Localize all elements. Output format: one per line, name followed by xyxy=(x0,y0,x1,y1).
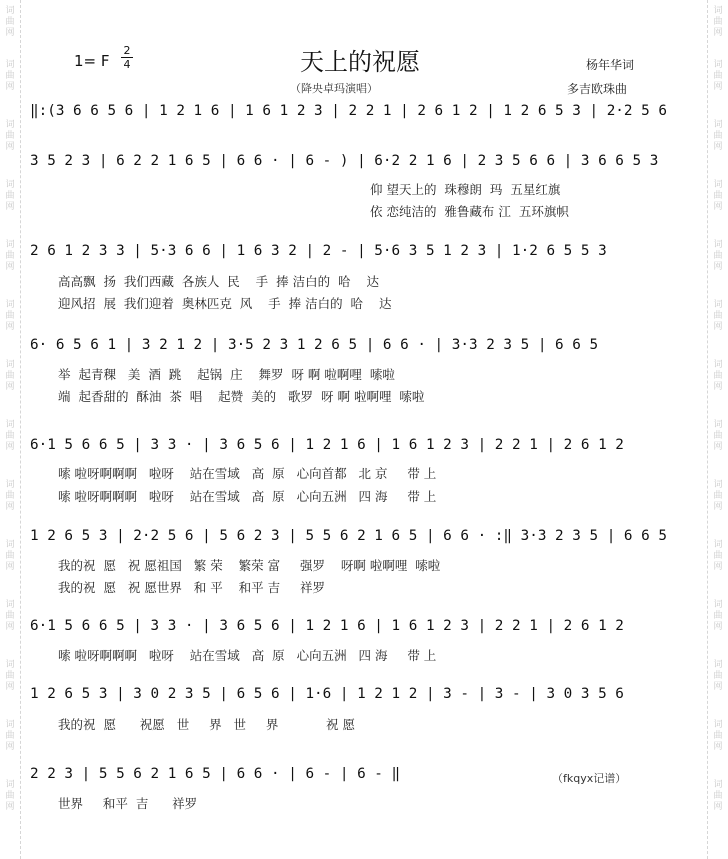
lyric-line: 我的祝 愿 祝愿 世 界 世 界 祝 愿 xyxy=(58,717,356,732)
watermark: 词 曲 网 xyxy=(5,540,15,572)
watermark: 词 曲 网 xyxy=(5,360,15,392)
watermark: 词 曲 网 xyxy=(5,600,15,632)
lyric-line: 端 起香甜的 酥油 茶 唱 起赞 美的 歌罗 呀 啊 啦啊哩 嗦啦 xyxy=(58,389,425,404)
watermark: 词 曲 网 xyxy=(5,240,15,272)
watermark: 词 曲 网 xyxy=(5,480,15,512)
time-signature xyxy=(121,45,133,70)
watermark: 词 曲 网 xyxy=(5,300,15,332)
lyric-line: 世界 和平 吉 祥罗 xyxy=(58,796,198,811)
meter-bottom: 4 xyxy=(123,58,131,71)
notation-system-4: 6· 6 5 6 1 | 3 2 1 2 | 3·5 2 3 1 2 6 5 | 6 6 · | 3·3 2 3 5 | 6 6 5 xyxy=(30,337,599,353)
watermark: 词 曲 网 xyxy=(5,6,15,38)
lyric-line: 嗦 啦呀啊啊啊 啦呀 站在雪域 高 原 心向五洲 四 海 带 上 xyxy=(58,648,437,663)
notation-system-8: 1 2 6 5 3 | 3 0 2 3 5 | 6 5 6 | 1·6 | 1 2 1 2 | 3 - | 3 - | 3 0 3 5 6 xyxy=(30,686,624,702)
watermark: 词 曲 网 xyxy=(713,780,723,812)
key-signature: 1= F xyxy=(74,52,110,70)
watermark: 词 曲 网 xyxy=(713,6,723,38)
lyric-line: 举 起青稞 美 酒 跳 起锅 庄 舞罗 呀 啊 啦啊哩 嗦啦 xyxy=(58,367,395,382)
lyric-line: 迎风招 展 我们迎着 奥林匹克 风 手 捧 洁白的 哈 达 xyxy=(58,296,392,311)
lyric-line: 嗦 啦呀啊啊啊 啦呀 站在雪域 高 原 心向首都 北 京 带 上 xyxy=(58,466,437,481)
watermark: 词 曲 网 xyxy=(713,660,723,692)
notation-system-5: 6·1 5 6 6 5 | 3 3 · | 3 6 5 6 | 1 2 1 6 | 1 6 1 2 3 | 2 2 1 | 2 6 1 2 xyxy=(30,437,624,453)
watermark: 词 曲 网 xyxy=(5,120,15,152)
watermark: 词 曲 网 xyxy=(5,60,15,92)
notation-system-9: 2 2 3 | 5 5 6 2 1 6 5 | 6 6 · | 6 - | 6 - ‖ xyxy=(30,766,401,782)
notation-system-1: ‖:(3 6 6 5 6 | 1 2 1 6 | 1 6 1 2 3 | 2 2 1 | 2 6 1 2 | 1 2 6 5 3 | 2·2 5 6 xyxy=(30,103,667,119)
notation-system-3: 2 6 1 2 3 3 | 5·3 6 6 | 1 6 3 2 | 2 - | 5·6 3 5 1 2 3 | 1·2 6 5 5 3 xyxy=(30,243,607,259)
notation-system-6: 1 2 6 5 3 | 2·2 5 6 | 5 6 2 3 | 5 5 6 2 1 6 5 | 6 6 · :‖ 3·3 2 3 5 | 6 6 5 xyxy=(30,528,667,544)
lyric-line: 仰 望天上的 珠穆朗 玛 五星红旗 xyxy=(370,182,561,197)
notation-system-7: 6·1 5 6 6 5 | 3 3 · | 3 6 5 6 | 1 2 1 6 | 1 6 1 2 3 | 2 2 1 | 2 6 1 2 xyxy=(30,618,624,634)
left-watermark-strip xyxy=(0,0,21,859)
watermark: 词 曲 网 xyxy=(713,420,723,452)
watermark: 词 曲 网 xyxy=(5,660,15,692)
watermark: 词 曲 网 xyxy=(713,540,723,572)
composer-credit: 多吉欧珠曲 xyxy=(567,82,628,96)
watermark: 词 曲 网 xyxy=(713,120,723,152)
lyric-line: 依 恋纯洁的 雅鲁藏布 江 五环旗帜 xyxy=(370,204,569,219)
lyric-line: 我的祝 愿 祝 愿世界 和 平 和平 吉 祥罗 xyxy=(58,580,325,595)
watermark: 词 曲 网 xyxy=(5,780,15,812)
watermark: 词 曲 网 xyxy=(713,720,723,752)
watermark: 词 曲 网 xyxy=(713,600,723,632)
transcriber-credit: （fkqyx记谱） xyxy=(552,772,627,785)
watermark: 词 曲 网 xyxy=(713,240,723,272)
watermark: 词 曲 网 xyxy=(713,180,723,212)
watermark: 词 曲 网 xyxy=(713,360,723,392)
lyric-line: 高高飘 扬 我们西藏 各族人 民 手 捧 洁白的 哈 达 xyxy=(58,274,379,289)
watermark: 词 曲 网 xyxy=(5,180,15,212)
meter-top: 2 xyxy=(123,44,131,57)
watermark: 词 曲 网 xyxy=(5,720,15,752)
notation-system-2: 3 5 2 3 | 6 2 2 1 6 5 | 6 6 · | 6 - ) | 6·2 2 1 6 | 2 3 5 6 6 | 3 6 6 5 3 xyxy=(30,153,659,169)
performer-note: （降央卓玛演唱） xyxy=(290,82,378,95)
lyric-line: 我的祝 愿 祝 愿祖国 繁 荣 繁荣 富 强罗 呀啊 啦啊哩 嗦啦 xyxy=(58,558,441,573)
watermark: 词 曲 网 xyxy=(5,420,15,452)
lyric-line: 嗦 啦呀啊啊啊 啦呀 站在雪域 高 原 心向五洲 四 海 带 上 xyxy=(58,489,437,504)
watermark: 词 曲 网 xyxy=(713,480,723,512)
watermark: 词 曲 网 xyxy=(713,300,723,332)
song-title: 天上的祝愿 xyxy=(300,48,420,76)
lyricist-credit: 杨年华词 xyxy=(586,58,635,72)
watermark: 词 曲 网 xyxy=(713,60,723,92)
